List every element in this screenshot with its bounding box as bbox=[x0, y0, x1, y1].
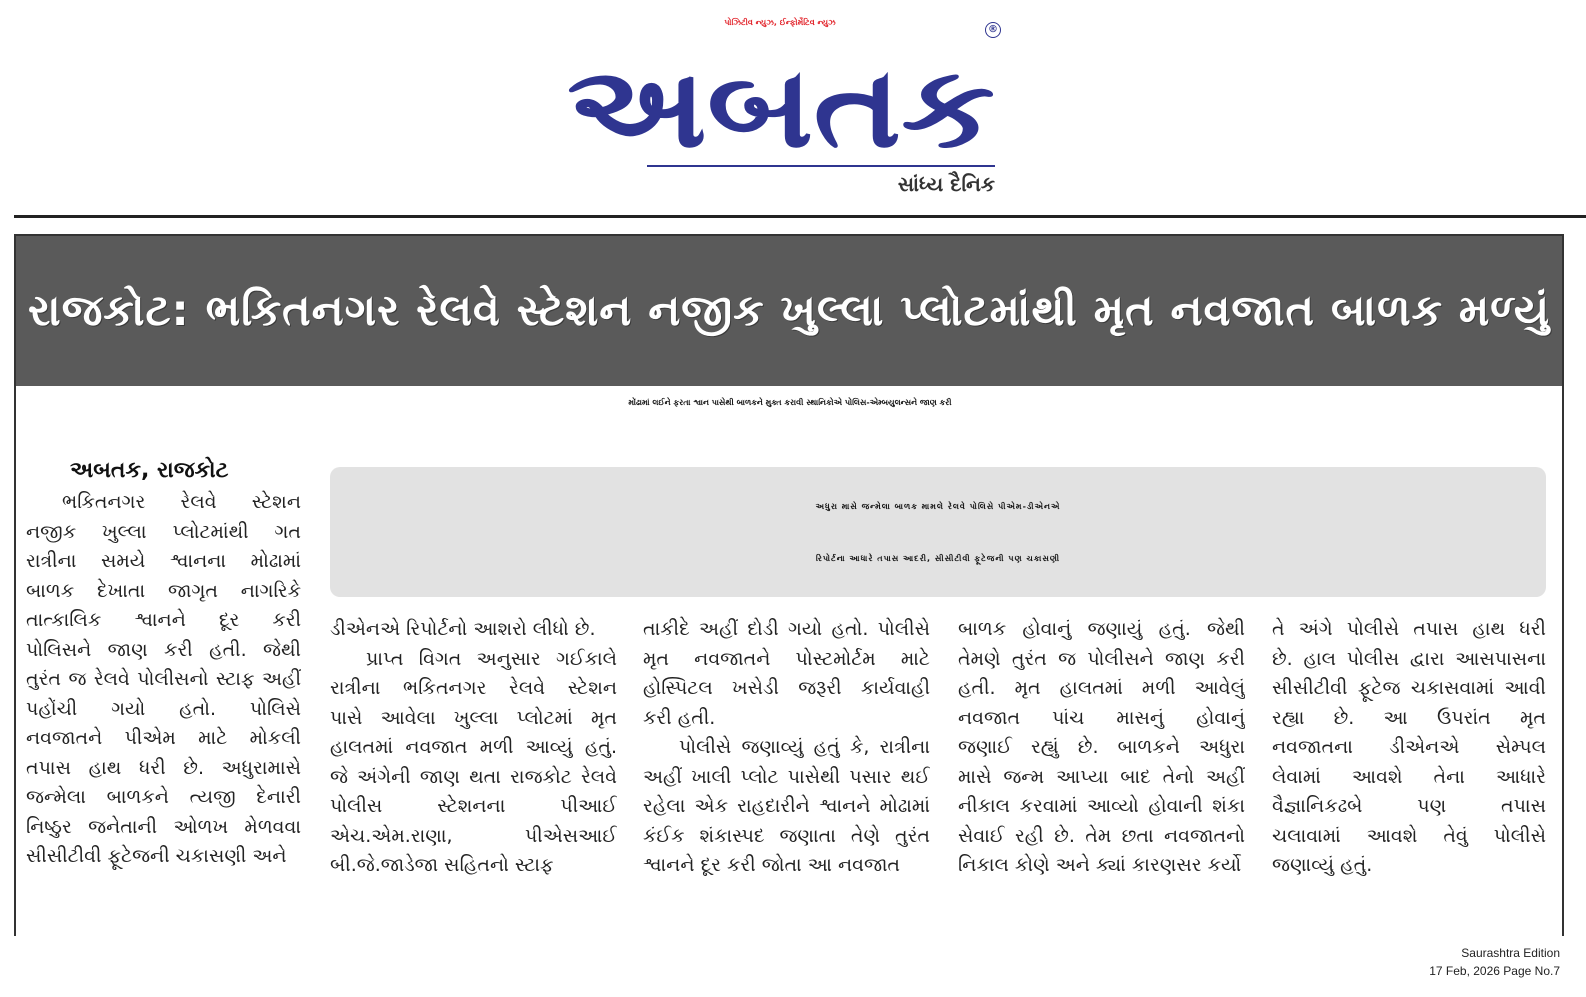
article-column-2 bbox=[330, 615, 617, 881]
column-line: અહીં ખાલી પ્લોટ પાસેથી પસાર થઈ bbox=[643, 765, 930, 788]
column-line: નવજાત પાંચ માસનું હોવાનું bbox=[958, 706, 1245, 729]
registered-mark: ® bbox=[985, 22, 1001, 38]
column-line: હતી. મૃત હાલતમાં મળી આવેલું bbox=[958, 677, 1245, 699]
column-line: છે. હાલ પોલીસ દ્વારા આસપાસના bbox=[1272, 647, 1546, 670]
abtak-logo-text: અબતક bbox=[567, 48, 995, 160]
column-line: પાસે આવેલા ખુલ્લા પ્લોટમાં મૃત bbox=[330, 706, 617, 729]
column-line: નિકાલ કોણે અને ક્યાં કારણસર કર્યો bbox=[958, 854, 1242, 876]
column-line: હાલતમાં નવજાત મળી આવ્યું હતું. bbox=[330, 736, 617, 758]
column-line: મૃત નવજાતને પોસ્ટમોર્ટમ માટે bbox=[643, 647, 930, 670]
column-line: સીસીટીવી ફૂટેજની ચકાસણી અને bbox=[26, 845, 287, 867]
column-line: કરી હતી. bbox=[643, 706, 716, 729]
article-column-1 bbox=[26, 488, 301, 872]
column-line: સેવાઈ રહી છે. તેમ છતા નવજાતનો bbox=[958, 824, 1245, 847]
column-line: જન્મેલા બાળકને ત્યજી દેનારી bbox=[26, 786, 301, 808]
column-line: વૈજ્ઞાનિકઢબે પણ તપાસ bbox=[1272, 795, 1546, 817]
column-line: જણાવ્યું હતું. bbox=[1272, 854, 1373, 876]
column-line: તાત્કાલિક શ્વાનને દૂર કરી bbox=[26, 609, 301, 631]
column-line: પહોંચી ગયો હતો. પોલિસે bbox=[26, 697, 301, 720]
column-line: તુરંત જ રેલવે પોલીસનો સ્ટાફ અહીં bbox=[26, 668, 301, 690]
column-line: માસે જન્મ આપ્યા બાદ તેનો અહીં bbox=[958, 765, 1245, 788]
column-line: બાળક હોવાનું જણાયું હતું. જેથી bbox=[958, 618, 1245, 640]
article-column-3 bbox=[643, 615, 930, 881]
headline-banner bbox=[16, 236, 1562, 386]
column-line: તાકીદે અહીં દોડી ગયો હતો. પોલીસે bbox=[643, 618, 930, 640]
column-line: નવજાતના ડીએનએ સેમ્પલ bbox=[1272, 736, 1546, 758]
column-line: શ્વાનને દૂર કરી જોતા આ નવજાત bbox=[643, 854, 901, 876]
column-line: રહેલા એક રાહદારીને શ્વાનને મોઢામાં bbox=[643, 795, 930, 817]
article-headline: રાજકોટ: ભકિતનગર રેલવે સ્ટેશન નજીક ખુલ્લા પ્લોટમાંથી મૃત નવજાત બાળક મળ્યું bbox=[27, 286, 1551, 336]
column-line: રહ્યા છે. આ ઉપરાંત મૃત bbox=[1272, 706, 1546, 729]
article-byline: અબતક, રાજકોટ bbox=[70, 458, 229, 483]
column-line: ડીએનએ રિપોર્ટનો આશરો લીધો છે. bbox=[330, 618, 596, 640]
callout-line: રિપોર્ટના આધારે તપાસ આદરી, સીસીટીવી ફૂટેજની પણ ચકાસણી bbox=[815, 554, 1061, 563]
edition-name: Saurashtra Edition bbox=[1461, 946, 1560, 960]
column-line: ચલાવામાં આવશે તેવું પોલીસે bbox=[1272, 824, 1546, 847]
column-line: રાત્રીના સમયે શ્વાનના મોઢામાં bbox=[26, 550, 301, 572]
edition-info bbox=[1429, 944, 1560, 980]
article-subheadline: મોંઢામાં લઈને ફરતા શ્વાન પાસેથી બાળકને મુક્ત કરાવી સ્થાનિકોએ પોલિસ-એમ્બયુલન્સને જાણ કરી bbox=[628, 398, 952, 407]
article-column-5 bbox=[1272, 615, 1546, 881]
column-line: પોલીસે જણાવ્યું હતું કે, રાત્રીના bbox=[679, 736, 930, 758]
column-line: પોલીસ સ્ટેશનના પીઆઈ bbox=[330, 795, 617, 817]
column-line: કંઈક શંકાસ્પદ જણાતા તેણે તુરંત bbox=[643, 824, 930, 847]
column-line: બાળક દેખાતા જાગૃત નાગરિકે bbox=[26, 579, 301, 602]
column-line: તપાસ હાથ ધરી છે. અધુરામાસે bbox=[26, 756, 301, 779]
column-line: નજીક ખુલ્લા પ્લોટમાંથી ગત bbox=[26, 520, 301, 543]
column-line: પ્રાપ્ત વિગત અનુસાર ગઈકાલે bbox=[366, 647, 617, 670]
column-line: રાત્રીના ભકિતનગર રેલવે સ્ટેશન bbox=[330, 677, 617, 699]
article-callout-box bbox=[330, 467, 1546, 597]
masthead-subtitle: સાંધ્ય દૈનિક bbox=[897, 172, 995, 196]
column-line: ભકિતનગર રેલવે સ્ટેશન bbox=[62, 491, 301, 513]
column-line: તેમણે તુરંત જ પોલીસને જાણ કરી bbox=[958, 647, 1245, 670]
masthead-divider bbox=[14, 215, 1586, 218]
edition-date-page: 17 Feb, 2026 Page No.7 bbox=[1429, 964, 1560, 978]
column-line: હોસ્પિટલ ખસેડી જરૂરી કાર્યવાહી bbox=[643, 677, 930, 699]
article-column-4 bbox=[958, 615, 1245, 881]
column-line: જણાઈ રહ્યું છે. બાળકને અધુરા bbox=[958, 736, 1245, 758]
masthead-tagline: પોઝિટીવ ન્યુઝ, ઈન્ફોર્મેટિવ ન્યુઝ bbox=[724, 18, 836, 27]
column-line: સીસીટીવી ફૂટેજ ચકાસવામાં આવી bbox=[1272, 677, 1546, 699]
column-line: નવજાતને પીએમ માટે મોકલી bbox=[26, 727, 301, 749]
column-line: નીકાલ કરવામાં આવ્યો હોવાની શંકા bbox=[958, 795, 1245, 817]
abtak-logo bbox=[565, 48, 997, 160]
column-line: નિષ્ઠુર જનેતાની ઓળખ મેળવવા bbox=[26, 815, 301, 838]
callout-line: અધુરા માસે જન્મેલા બાળક મામલે રેલવે પોલિસે પીએમ-ડીએનએ bbox=[815, 502, 1061, 511]
column-line: એચ.એમ.રાણા, પીએસઆઈ bbox=[330, 824, 617, 847]
column-line: જે અંગેની જાણ થતા રાજકોટ રેલવે bbox=[330, 765, 617, 788]
column-line: પોલિસને જાણ કરી હતી. જેથી bbox=[26, 638, 301, 661]
column-line: લેવામાં આવશે તેના આધારે bbox=[1272, 765, 1546, 788]
column-line: તે અંગે પોલીસે તપાસ હાથ ધરી bbox=[1272, 618, 1546, 640]
masthead bbox=[565, 18, 1010, 200]
column-line: બી.જે.જાડેજા સહિતનો સ્ટાફ bbox=[330, 854, 554, 876]
logo-underline bbox=[647, 165, 995, 167]
